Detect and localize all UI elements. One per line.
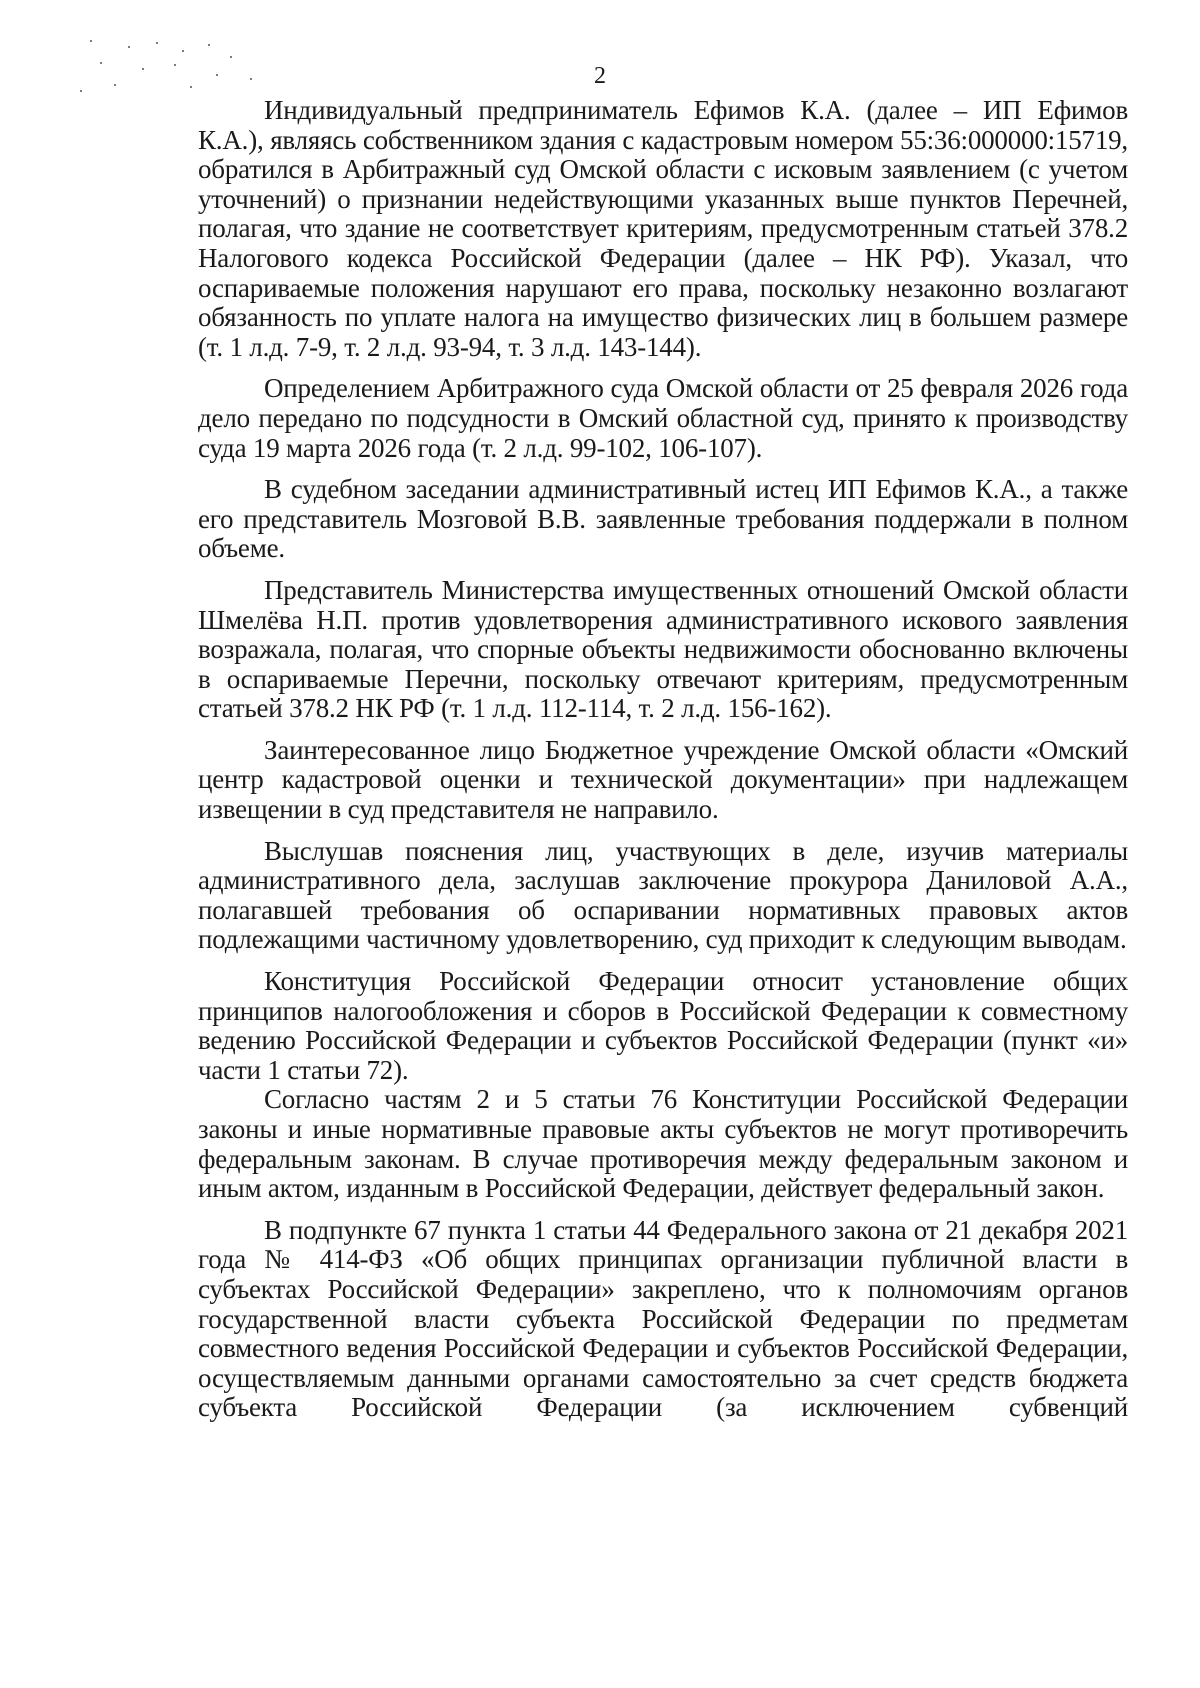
- paragraph: В подпункте 67 пункта 1 статьи 44 Федерального закона от 21 декабря 2021 года № 414-ФЗ «Об общих принципах организации публичной власти в субъектах Российской Федерации» закреплено, что к полномочиям органов государственной власти субъекта Российской Федерации по предметам совместного ведения Российской Федерации и субъектов Российской Федерации, осуществляемым данными органами самостоятельно за счет средств бюджета субъекта Российской Федерации (за исключением субвенций: [198, 1214, 1128, 1423]
- paragraph: Заинтересованное лицо Бюджетное учреждение Омской области «Омский центр кадастровой оценки и технической документации» при надлежащем извещении в суд представителя не направило.: [198, 734, 1128, 825]
- document-body: [198, 96, 1128, 1423]
- paragraph: Согласно частям 2 и 5 статьи 76 Конституции Российской Федерации законы и иные нормативные правовые акты субъектов не могут противоречить федеральным законам. В случае противоречия между федеральным законом и иным актом, изданным в Российской Федерации, действует федеральный закон.: [198, 1084, 1128, 1204]
- paragraph: Выслушав пояснения лиц, участвующих в деле, изучив материалы административного дела, заслушав заключение прокурора Даниловой А.А., полагавшей требования об оспаривании нормативных правовых актов подлежащими частичному удовлетворению, суд приходит к следующим выводам.: [198, 835, 1128, 955]
- paragraph: Определением Арбитражного суда Омской области от 25 февраля 2026 года дело передано по подсудности в Омский областной суд, принято к производству суда 19 марта 2026 года (т. 2 л.д. 99-102, 106-107).: [198, 373, 1128, 463]
- paragraph: Представитель Министерства имущественных отношений Омской области Шмелёва Н.П. против удовлетворения административного искового заявления возражала, полагая, что спорные объекты недвижимости обоснованно включены в оспариваемые Перечни, поскольку отвечают критериям, предусмотренным статьей 378.2 НК РФ (т. 1 л.д. 112-114, т. 2 л.д. 156-162).: [198, 574, 1128, 724]
- paragraph: В судебном заседании административный истец ИП Ефимов К.А., а также его представитель Мозговой В.В. заявленные требования поддержали в полном объеме.: [198, 474, 1128, 564]
- page-number: 2: [594, 63, 606, 89]
- paragraph: Конституция Российской Федерации относит установление общих принципов налогообложения и сборов в Российской Федерации к совместному ведению Российской Федерации и субъектов Российской Федерации (пункт «и» части 1 статьи 72).: [198, 966, 1128, 1085]
- paragraph: Индивидуальный предприниматель Ефимов К.А. (далее – ИП Ефимов К.А.), являясь собственником здания с кадастровым номером 55:36:000000:15719, обратился в Арбитражный суд Омской области с исковым заявлением (с учетом уточнений) о признании недействующими указанных выше пунктов Перечней, полагая, что здание не соответствует критериям, предусмотренным статьей 378.2 Налогового кодекса Российской Федерации (далее – НК РФ). Указал, что оспариваемые положения нарушают его права, поскольку незаконно возлагают обязанность по уплате налога на имущество физических лиц в большем размере (т. 1 л.д. 7-9, т. 2 л.д. 93-94, т. 3 л.д. 143-144).: [198, 95, 1128, 362]
